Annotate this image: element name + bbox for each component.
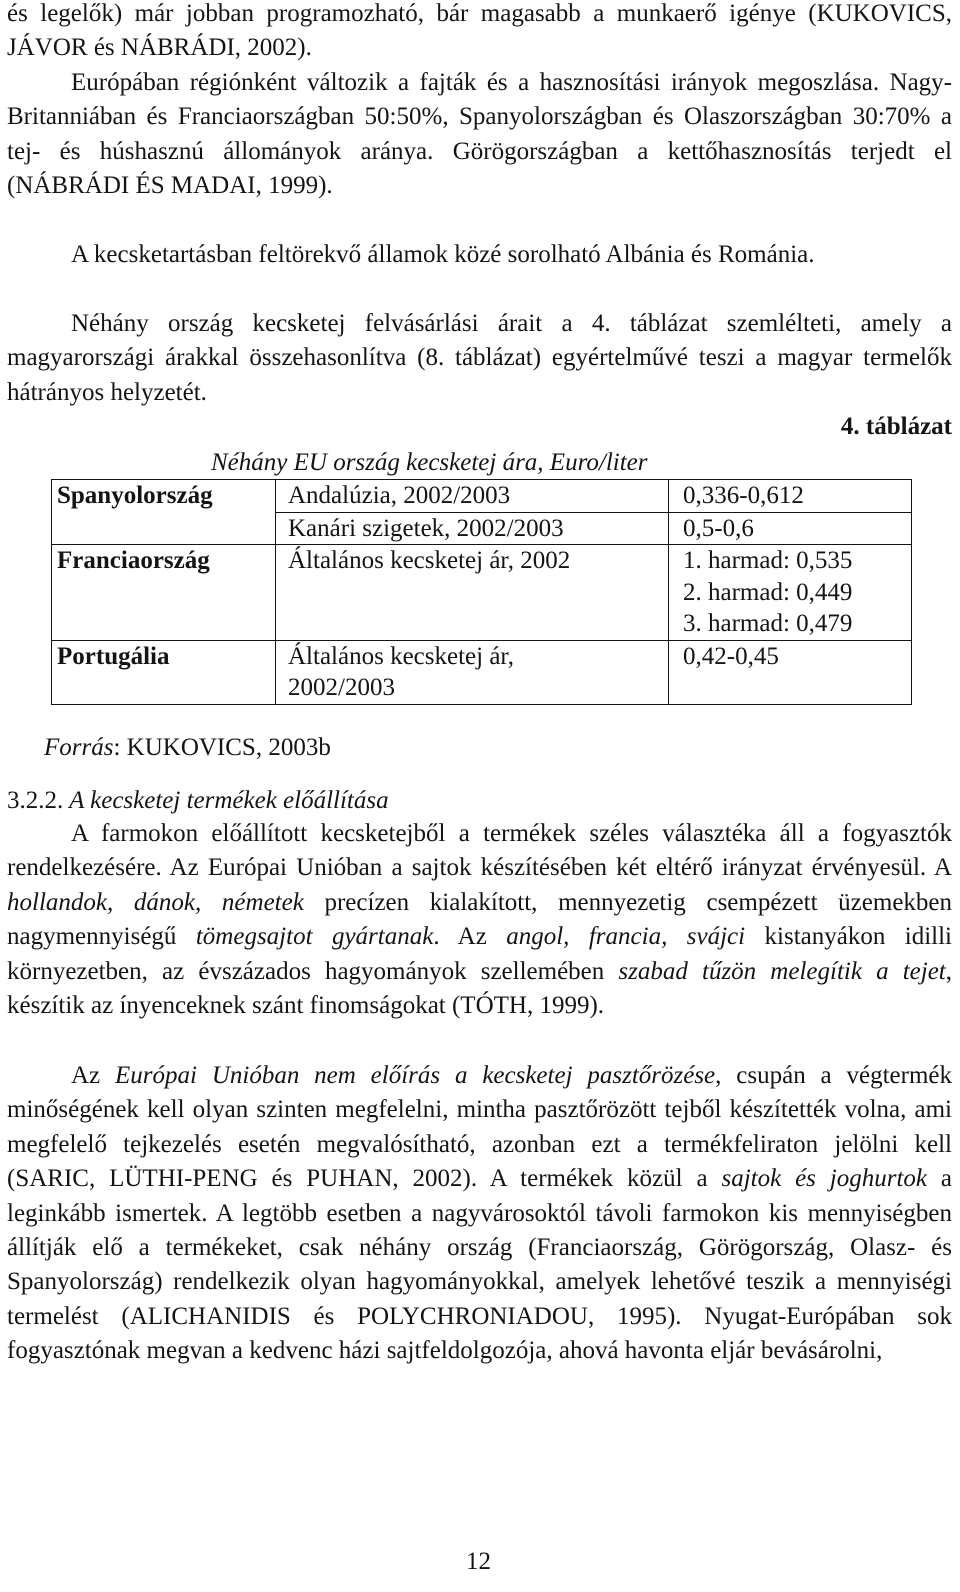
source-text: : KUKOVICS, 2003b — [113, 734, 331, 761]
text-run: , készítik az ínyenceknek szánt finomságokat (TÓTH, 1999). — [7, 957, 952, 1020]
price-line: 3. harmad: 0,479 — [683, 610, 853, 637]
table-caption: Néhány EU ország kecsketej ára, Euro/liter — [211, 449, 648, 476]
table-source — [44, 731, 331, 765]
table-row — [52, 480, 912, 513]
region-cell: Andalúzia, 2002/2003 — [276, 480, 669, 513]
paragraph-6 — [7, 1059, 952, 1369]
section-number: 3.2.2. — [7, 787, 64, 814]
italic-run: szabad tűzön melegítik a tejet — [618, 957, 946, 985]
region-cell: Általános kecsketej ár, 2002 — [276, 545, 669, 641]
price-cell: 0,42-0,45 — [669, 640, 912, 704]
text-run: a leginkább ismertek. A legtöbb esetben a nagyvárosoktól távoli farmokon kis mennyiségben állítják elő a termékeket, csak néhány ország (Franciaország, Görögország, Olasz- és Spanyolország) rendelkezik olyan hagyományokkal, amelyek lehetővé teszik a mennyiségi termelést (ALICHANIDIS és POLYCHRONIADOU, 1995). Nyugat-Európában sok fogyasztónak megvan a kedvenc házi sajtfeldolgozója, ahová havonta eljár bevásárolni, — [7, 1165, 952, 1365]
country-cell: Portugália — [52, 640, 276, 704]
italic-run: Európai Unióban nem előírás a kecsketej pasztőrözése — [115, 1062, 716, 1089]
section-heading — [7, 784, 389, 818]
price-line: 2. harmad: 0,449 — [683, 578, 853, 606]
page-number: 12 — [466, 1548, 491, 1575]
price-cell — [669, 545, 912, 641]
italic-run: tömegsajtot gyártanak — [195, 923, 434, 951]
text-run: A farmokon előállított kecsketejből a termékek széles választéka áll a fogyasztók rendelkezésére. Az Európai Unióban a sajtok készítésében két eltérő irányzat érvényesül. A — [7, 820, 952, 882]
text-run: precízen kialakított, mennyezetig csempézett üzemekben nagymennyiségű — [7, 888, 953, 951]
table-label: 4. táblázat — [840, 413, 952, 440]
source-label: Forrás — [44, 734, 114, 761]
price-table — [51, 479, 912, 705]
price-cell: 0,5-0,6 — [669, 512, 912, 545]
table-row — [52, 640, 912, 704]
country-cell: Franciaország — [52, 545, 276, 641]
region-line: 2002/2003 — [288, 674, 395, 701]
price-cell: 0,336-0,612 — [669, 480, 912, 513]
paragraph-2: Európában régiónként változik a fajták és a hasznosítási irányok megoszlása. Nagy-Britanniában és Franciaországban 50:50%, Spanyolországban és Olaszországban 30:70% a tej- és húshasznú állományok aránya. Görögországban a kettőhasznosítás terjedt el (NÁBRÁDI ÉS MADAI, 1999). — [7, 69, 952, 200]
country-cell: Spanyolország — [52, 480, 276, 513]
paragraph-4: Néhány ország kecsketej felvásárlási árait a 4. táblázat szemlélteti, amely a magyarországi árakkal összehasonlítva (8. táblázat) egyértelművé teszi a magyar termelők hátrányos helyzetét. — [7, 310, 952, 406]
paragraph-1: és legelők) már jobban programozható, bár magasabb a munkaerő igénye (KUKOVICS, JÁVOR és NÁBRÁDI, 2002). — [7, 0, 952, 62]
region-line: Általános kecsketej ár, — [288, 642, 514, 670]
price-line: 1. harmad: 0,535 — [683, 547, 853, 574]
text-run: Az — [71, 1062, 116, 1089]
text-run: . Az — [433, 923, 507, 951]
italic-run: sajtok és joghurtok — [721, 1165, 927, 1193]
region-cell — [276, 640, 669, 704]
paragraph-5 — [7, 817, 952, 1023]
region-cell: Kanári szigetek, 2002/2003 — [276, 512, 669, 545]
table-row — [52, 512, 912, 545]
text-run: kistanyákon idilli környezetben, az évszázados hagyományok szellemében — [7, 923, 953, 985]
table-row — [52, 545, 912, 641]
italic-run: hollandok, dánok, németek — [7, 888, 304, 916]
paragraph-3: A kecsketartásban feltörekvő államok közé sorolható Albánia és Románia. — [71, 241, 815, 268]
country-cell — [52, 512, 276, 545]
section-title: A kecsketej termékek előállítása — [69, 787, 389, 814]
text-run: , csupán a végtermék minőségének kell olyan szinten megfelelni, mintha pasztőrözött tejből készítették volna, ami megfelelő tejkezelés esetén megvalósítható, azonban ezt a termékfeliraton jelölni kell (SARIC, LÜTHI-PENG és PUHAN, 2002). A termékek közül a — [7, 1062, 953, 1193]
italic-run: angol, francia, svájci — [506, 923, 746, 951]
